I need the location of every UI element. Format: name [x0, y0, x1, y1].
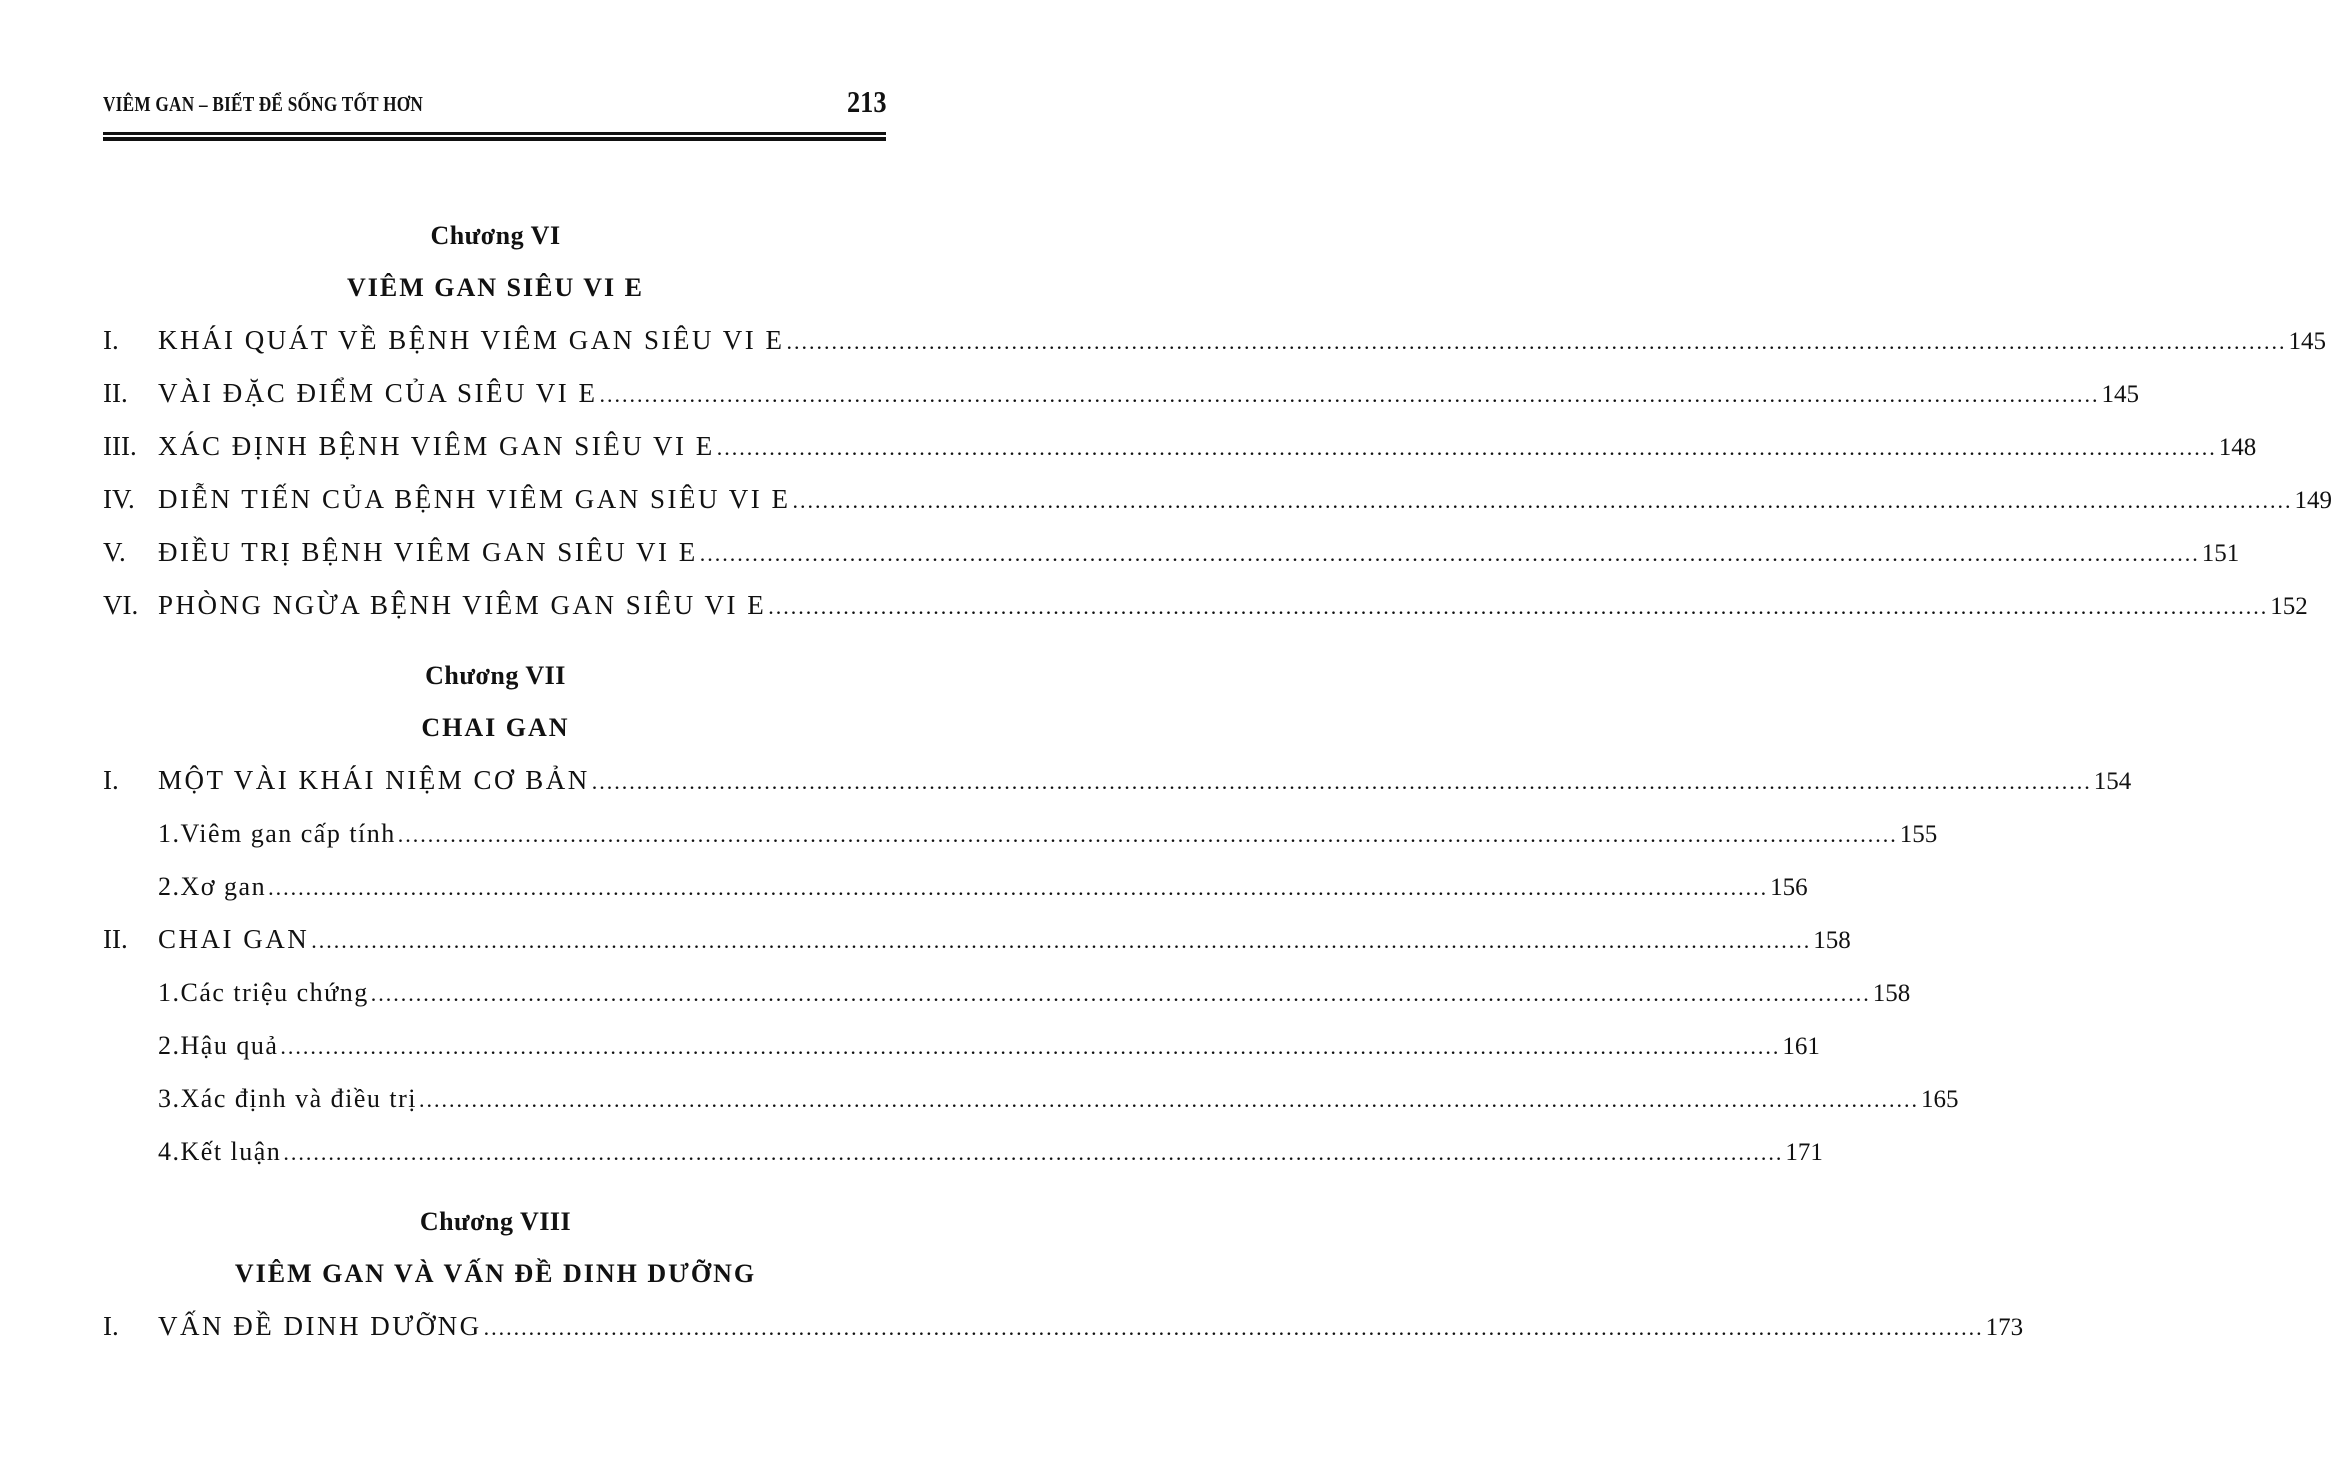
entry-title: PHÒNG NGỪA BỆNH VIÊM GAN SIÊU VI E [158, 590, 767, 620]
entry-title: MỘT VÀI KHÁI NIỆM CƠ BẢN [158, 765, 590, 795]
toc-entry [103, 579, 2308, 632]
entry-page: 165 [1921, 1086, 1959, 1113]
entry-page: 171 [1785, 1139, 1823, 1166]
entry-page: 145 [2288, 328, 2326, 355]
leader-dots: ........................................................................................................................................................................................................ [699, 541, 2200, 566]
entry-page: 154 [2093, 768, 2132, 795]
entry-page: 158 [1813, 927, 1851, 954]
chapter-title: CHAI GAN [421, 713, 570, 742]
header-rule [103, 132, 886, 136]
entry-page: 151 [2201, 540, 2240, 567]
entry-title: ĐIỀU TRỊ BỆNH VIÊM GAN SIÊU VI E [158, 537, 698, 567]
leader-dots: ........................................................................................................................................................................................................ [419, 1087, 1919, 1112]
chapter-title: VIÊM GAN VÀ VẤN ĐỀ DINH DƯỠNG [234, 1259, 757, 1288]
leader-dots: ........................................................................................................................................................................................................ [280, 1034, 1781, 1059]
entry-number: V. [103, 537, 126, 567]
toc-entry [103, 1072, 1959, 1125]
entry-number: I. [103, 765, 119, 795]
leader-dots: ........................................................................................................................................................................................................ [591, 769, 2092, 794]
toc-entry [103, 1019, 1820, 1072]
entry-title: KHÁI QUÁT VỀ BỆNH VIÊM GAN SIÊU VI E [158, 325, 785, 355]
leader-dots: ........................................................................................................................................................................................................ [268, 875, 1769, 900]
entry-number: II. [103, 924, 128, 954]
leader-dots: ........................................................................................................................................................................................................ [792, 488, 2293, 513]
entry-title: 4.Kết luận [158, 1137, 282, 1166]
page-number: 213 [846, 84, 886, 119]
leader-dots: ........................................................................................................................................................................................................ [397, 822, 1898, 847]
toc-entry [103, 1125, 1823, 1178]
entry-page: 158 [1872, 980, 1911, 1007]
entry-title: VẤN ĐỀ DINH DƯỠNG [158, 1311, 482, 1341]
entry-page: 145 [2101, 381, 2139, 408]
chapter-label: Chương VIII [419, 1207, 572, 1236]
leader-dots: ........................................................................................................................................................................................................ [311, 928, 1812, 953]
entry-title: VÀI ĐẶC ĐIỂM CỦA SIÊU VI E [158, 378, 598, 408]
toc-entry [103, 314, 2326, 367]
toc-entry [103, 807, 1938, 860]
entry-page: 149 [2294, 487, 2332, 514]
toc-entry [103, 526, 2240, 579]
entry-number: I. [103, 325, 119, 355]
running-title: VIÊM GAN – BIẾT ĐỂ SỐNG TỐT HƠN [103, 92, 424, 116]
entry-number: III. [103, 431, 137, 461]
table-of-contents [103, 210, 2332, 1353]
entry-title: 2.Hậu quả [158, 1031, 279, 1060]
toc-entry [103, 473, 2332, 526]
entry-title: 2.Xơ gan [158, 872, 267, 901]
entry-title: DIỄN TIẾN CỦA BỆNH VIÊM GAN SIÊU VI E [158, 484, 791, 514]
entry-page: 173 [1985, 1314, 2024, 1341]
entry-number: VI. [103, 590, 139, 620]
toc-entry [103, 966, 1911, 1019]
leader-dots: ........................................................................................................................................................................................................ [599, 382, 2100, 407]
leader-dots: ........................................................................................................................................................................................................ [283, 1140, 1784, 1165]
toc-entry [103, 1300, 2024, 1353]
entry-page: 148 [2218, 434, 2257, 461]
leader-dots: ........................................................................................................................................................................................................ [786, 329, 2287, 354]
entry-number: IV. [103, 484, 135, 514]
toc-entry [103, 860, 1808, 913]
entry-page: 156 [1770, 874, 1808, 901]
entry-page: 152 [2270, 593, 2308, 620]
toc-entry [103, 754, 2132, 807]
entry-title: XÁC ĐỊNH BỆNH VIÊM GAN SIÊU VI E [158, 431, 715, 461]
toc-entry [103, 420, 2257, 473]
entry-number: II. [103, 378, 128, 408]
leader-dots: ........................................................................................................................................................................................................ [370, 981, 1871, 1006]
toc-entry [103, 913, 1851, 966]
leader-dots: ........................................................................................................................................................................................................ [768, 594, 2269, 619]
entry-number: I. [103, 1311, 119, 1341]
entry-title: 1.Viêm gan cấp tính [158, 819, 396, 848]
chapter-label: Chương VI [430, 221, 561, 250]
entry-title: 3.Xác định và điều trị [158, 1084, 417, 1113]
running-header [103, 84, 886, 124]
leader-dots: ........................................................................................................................................................................................................ [716, 435, 2217, 460]
entry-title: CHAI GAN [158, 924, 310, 954]
entry-title: 1.Các triệu chứng [158, 978, 369, 1007]
leader-dots: ........................................................................................................................................................................................................ [483, 1315, 1984, 1340]
toc-entry [103, 367, 2139, 420]
entry-page: 155 [1899, 821, 1938, 848]
entry-page: 161 [1782, 1033, 1820, 1060]
chapter-title: VIÊM GAN SIÊU VI E [346, 273, 644, 302]
chapter-label: Chương VII [425, 661, 566, 690]
